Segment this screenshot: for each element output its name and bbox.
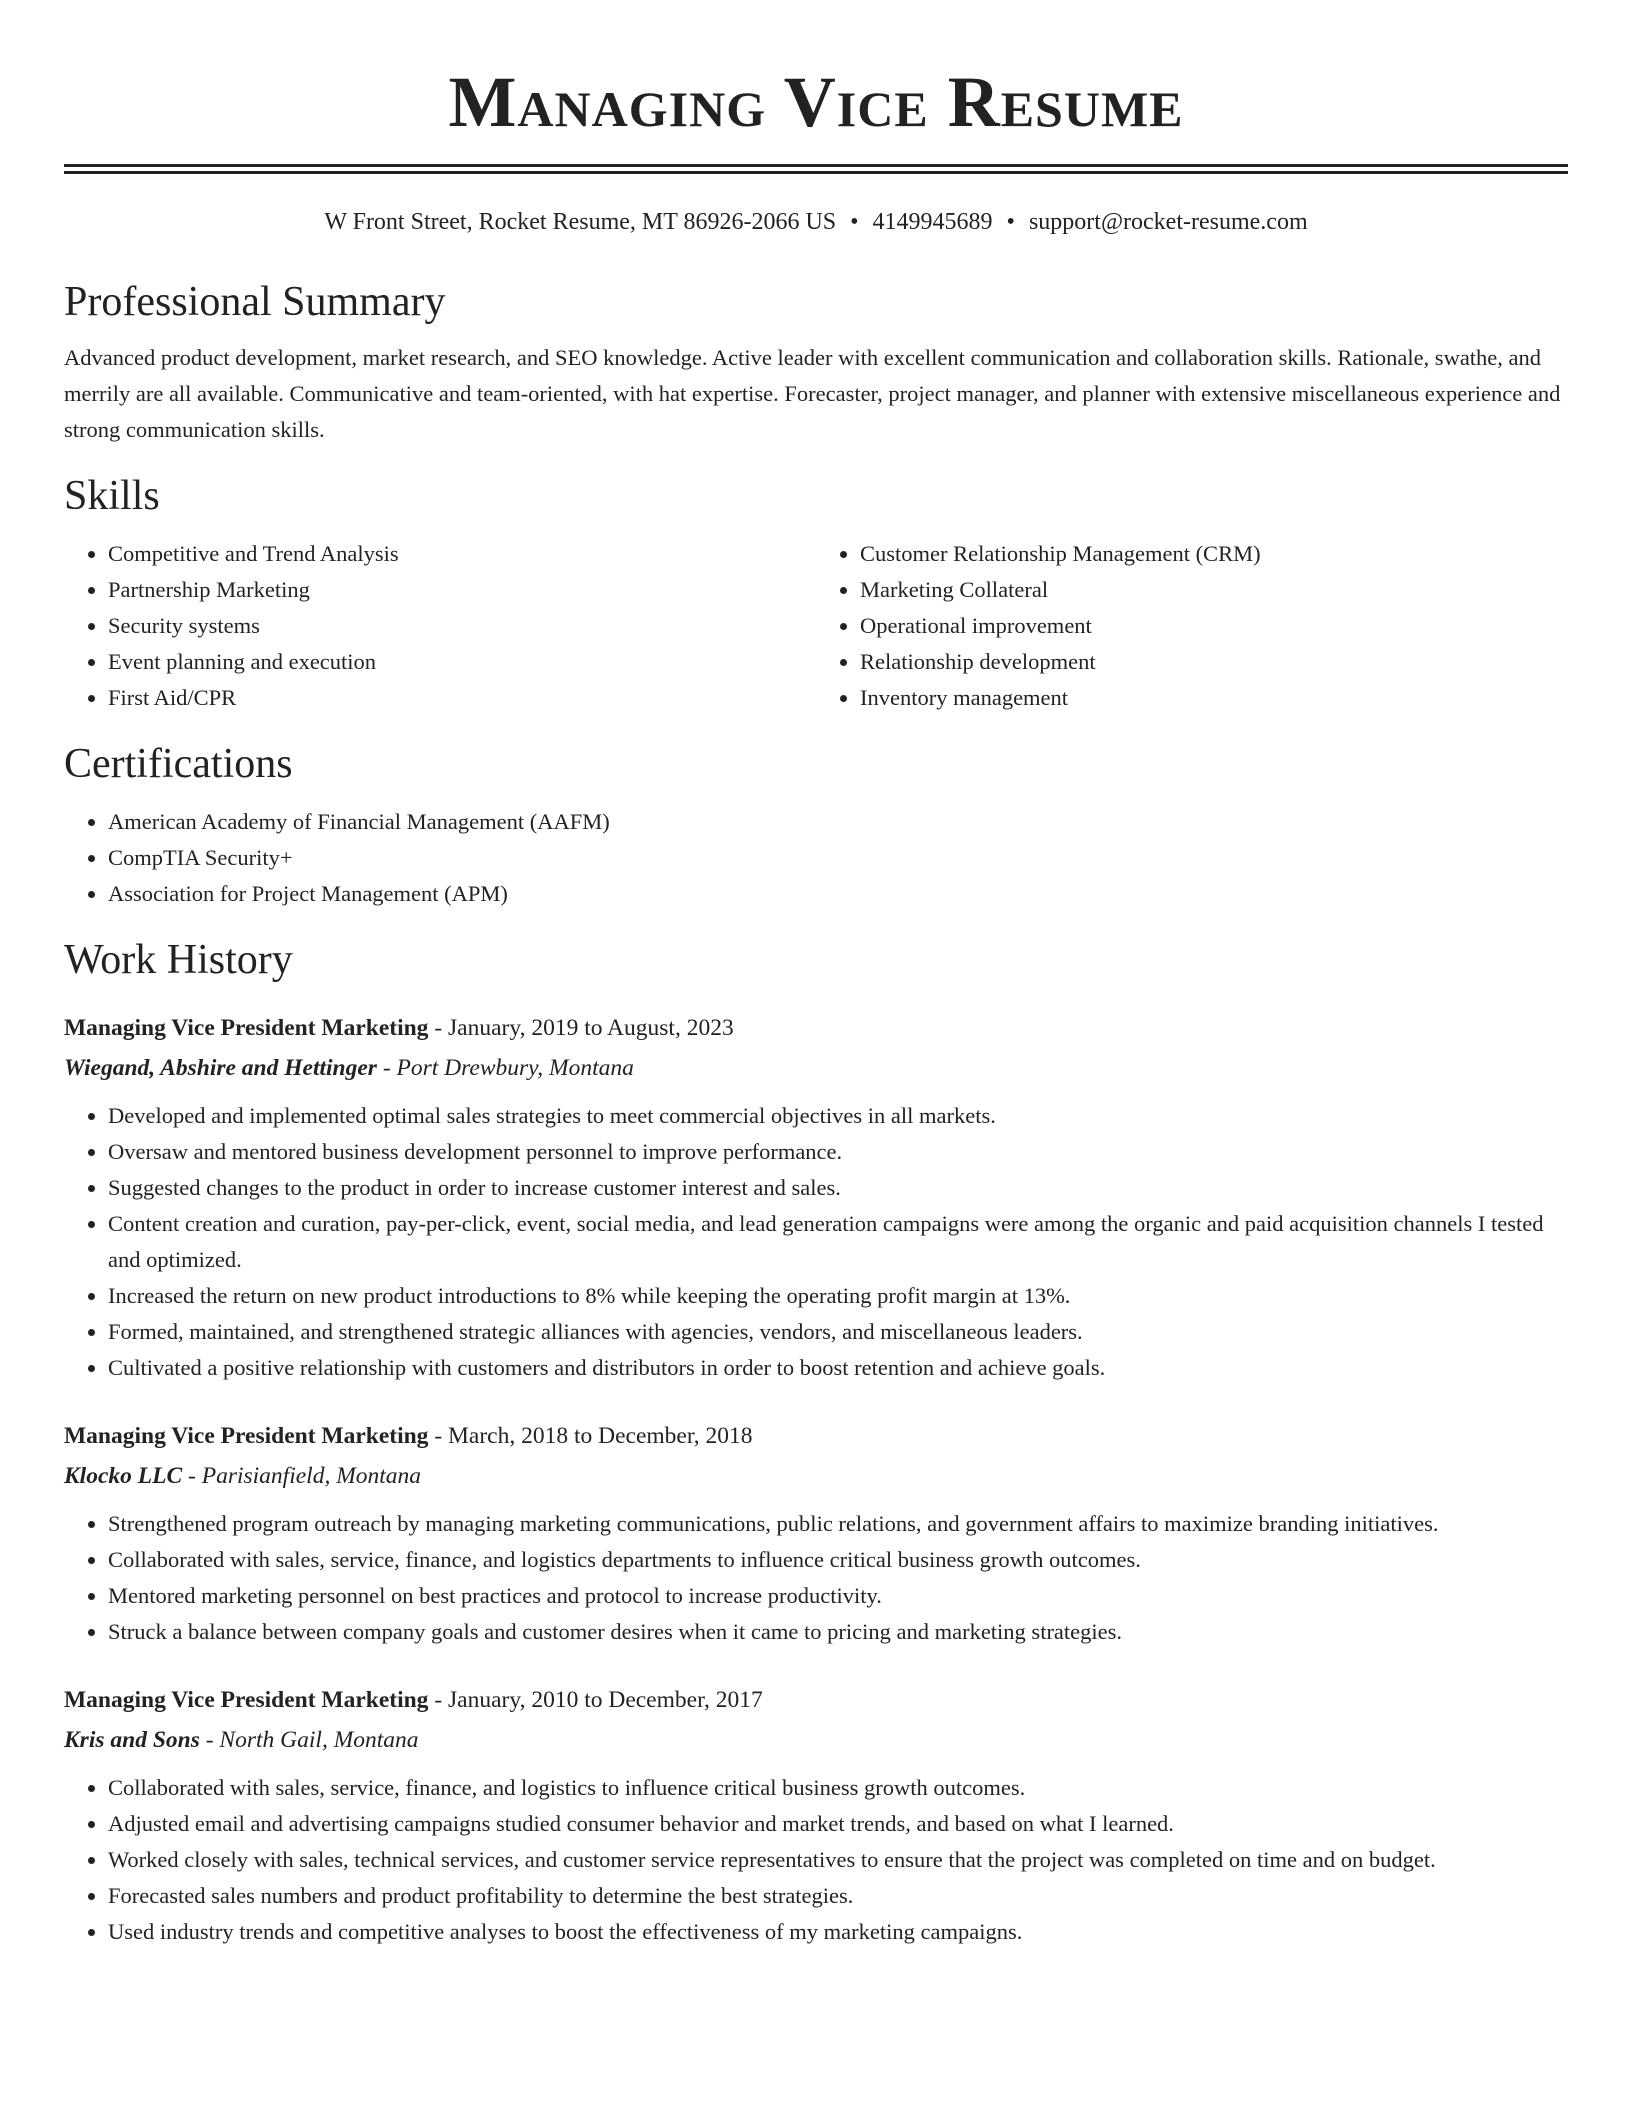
list-item: • Collaborated with sales, service, finance, and logistics to influence critical business growth outcomes.: [108, 1770, 1568, 1806]
list-item: • First Aid/CPR: [108, 680, 816, 716]
job-company: Kris and Sons: [64, 1727, 200, 1753]
job-entry: [64, 1008, 1568, 1386]
list-item: • Mentored marketing personnel on best practices and protocol to increase productivity.: [108, 1578, 1568, 1614]
list-item: • Suggested changes to the product in order to increase customer interest and sales.: [108, 1170, 1568, 1206]
skills-columns: [64, 522, 1568, 716]
list-item: • CompTIA Security+: [108, 840, 1568, 876]
job-location: - North Gail, Montana: [199, 1727, 419, 1753]
job-company-line: [64, 1720, 1568, 1760]
jobs-container: [64, 1008, 1568, 1950]
skills-section: [64, 470, 1568, 716]
job-company: Wiegand, Abshire and Hettinger: [64, 1055, 377, 1081]
skills-list-left: [64, 536, 816, 716]
job-title: Managing Vice President Marketing: [64, 1687, 429, 1713]
certifications-heading: Certifications: [64, 741, 293, 787]
job-title-line: [64, 1416, 1568, 1456]
work-section: [64, 934, 1568, 1950]
job-company-line: [64, 1048, 1568, 1088]
list-item: • Strengthened program outreach by managing marketing communications, public relations, and government affairs to maximize branding initiatives.: [108, 1506, 1568, 1542]
contact-line: [64, 206, 1568, 238]
skills-heading: Skills: [64, 473, 160, 519]
list-item: • Collaborated with sales, service, finance, and logistics departments to influence critical business growth outcomes.: [108, 1542, 1568, 1578]
contact-separator: •: [850, 209, 859, 235]
list-item: • Event planning and execution: [108, 644, 816, 680]
title-divider: [64, 164, 1568, 174]
list-item: • Developed and implemented optimal sales strategies to meet commercial objectives in all markets.: [108, 1098, 1568, 1134]
list-item: • Relationship development: [860, 644, 1568, 680]
job-bullets: [64, 1770, 1568, 1950]
list-item: • Competitive and Trend Analysis: [108, 536, 816, 572]
job-dates: - January, 2019 to August, 2023: [428, 1015, 734, 1041]
list-item: • Security systems: [108, 608, 816, 644]
job-company-line: [64, 1456, 1568, 1496]
job-dates: - January, 2010 to December, 2017: [428, 1687, 763, 1713]
job-title: Managing Vice President Marketing: [64, 1423, 429, 1449]
contact-phone: 4149945689: [872, 209, 993, 235]
job-bullets: [64, 1098, 1568, 1386]
list-item: • Marketing Collateral: [860, 572, 1568, 608]
list-item: • Partnership Marketing: [108, 572, 816, 608]
job-entry: [64, 1680, 1568, 1950]
work-heading: Work History: [64, 937, 293, 983]
contact-email: support@rocket-resume.com: [1028, 209, 1308, 235]
job-bullets: [64, 1506, 1568, 1650]
job-dates: - March, 2018 to December, 2018: [428, 1423, 753, 1449]
list-item: • Struck a balance between company goals and customer desires when it came to pricing and marketing strategies.: [108, 1614, 1568, 1650]
list-item: • Adjusted email and advertising campaigns studied consumer behavior and market trends, and based on what I learned.: [108, 1806, 1568, 1842]
list-item: • American Academy of Financial Management (AAFM): [108, 804, 1568, 840]
list-item: • Content creation and curation, pay-per-click, event, social media, and lead generation campaigns were among the organic and paid acquisition channels I tested and optimized.: [108, 1206, 1568, 1278]
list-item: • Increased the return on new product introductions to 8% while keeping the operating profit margin at 13%.: [108, 1278, 1568, 1314]
job-company: Klocko LLC: [64, 1463, 183, 1489]
list-item: • Customer Relationship Management (CRM): [860, 536, 1568, 572]
list-item: • Forecasted sales numbers and product profitability to determine the best strategies.: [108, 1878, 1568, 1914]
resume-title: Managing Vice Resume: [448, 62, 1184, 142]
list-item: • Oversaw and mentored business development personnel to improve performance.: [108, 1134, 1568, 1170]
list-item: • Used industry trends and competitive analyses to boost the effectiveness of my marketing campaigns.: [108, 1914, 1568, 1950]
list-item: • Formed, maintained, and strengthened strategic alliances with agencies, vendors, and miscellaneous leaders.: [108, 1314, 1568, 1350]
contact-address: W Front Street, Rocket Resume, MT 86926-2066 US: [324, 209, 837, 235]
summary-heading: Professional Summary: [64, 279, 446, 325]
list-item: • Worked closely with sales, technical services, and customer service representatives to ensure that the project was completed on time and on budget.: [108, 1842, 1568, 1878]
list-item: • Inventory management: [860, 680, 1568, 716]
summary-text: Advanced product development, market research, and SEO knowledge. Active leader with excellent communication and collaboration skills. Rationale, swathe, and merrily are all available. Communicative and team-oriented, with hat expertise. Forecaster, project manager, and planner with extensive miscellaneous experience and strong communication skills.: [64, 345, 1561, 442]
contact-separator: •: [1006, 209, 1015, 235]
list-item: • Operational improvement: [860, 608, 1568, 644]
job-location: - Parisianfield, Montana: [182, 1463, 422, 1489]
certifications-list: [64, 804, 1568, 912]
summary-section: [64, 276, 1568, 448]
job-title-line: [64, 1008, 1568, 1048]
list-item: • Association for Project Management (APM): [108, 876, 1568, 912]
job-title: Managing Vice President Marketing: [64, 1015, 429, 1041]
job-entry: [64, 1416, 1568, 1650]
job-title-line: [64, 1680, 1568, 1720]
skills-list-right: [816, 536, 1568, 716]
certifications-section: [64, 738, 1568, 912]
list-item: • Cultivated a positive relationship with customers and distributors in order to boost retention and achieve goals.: [108, 1350, 1568, 1386]
job-location: - Port Drewbury, Montana: [376, 1055, 634, 1081]
